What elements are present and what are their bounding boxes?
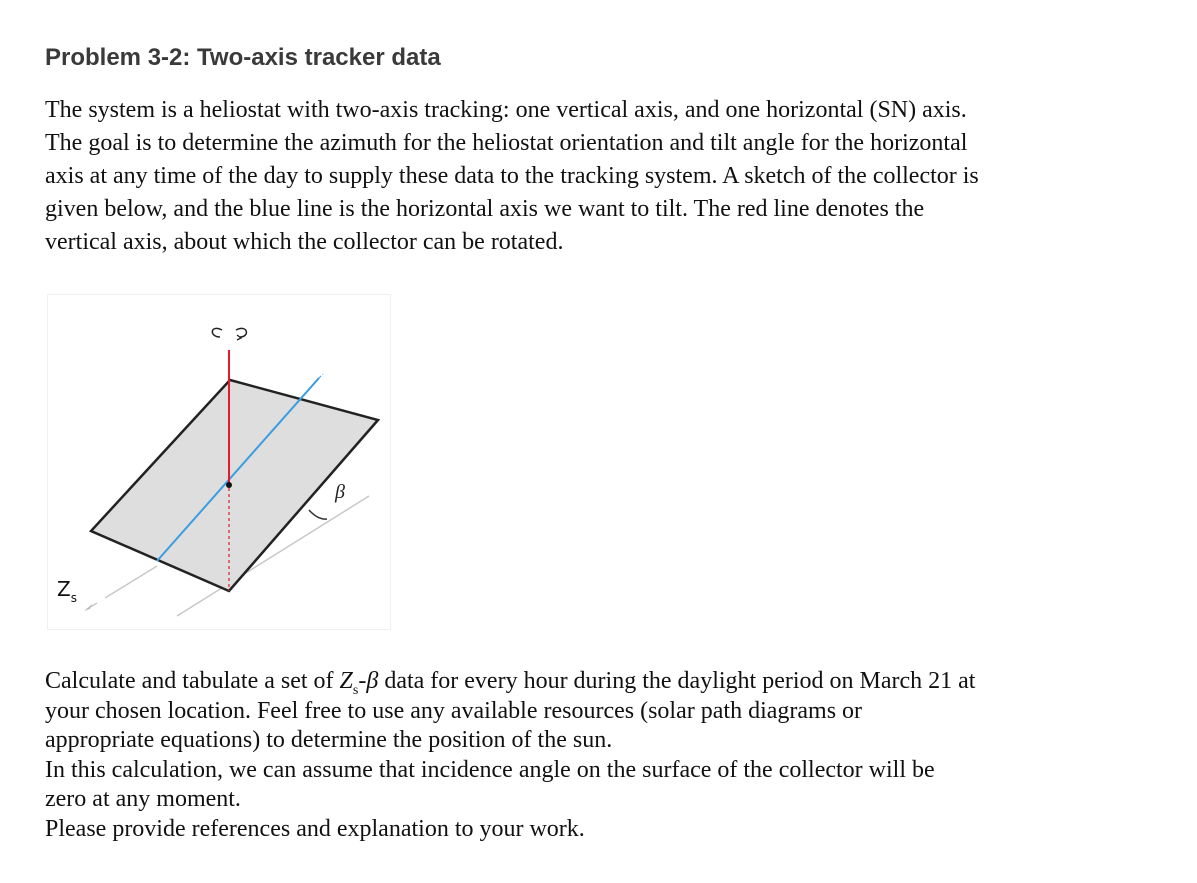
axis-pivot-dot — [226, 482, 232, 488]
task-line: your chosen location. Feel free to use any available resources (solar path diagrams or — [45, 697, 863, 724]
intro-line: The goal is to determine the azimuth for the heliostat orientation and tilt angle for the horizontal — [45, 130, 968, 156]
intro-line: axis at any time of the day to supply these data to the tracking system. A sketch of the collector is — [45, 163, 979, 189]
task-line: Please provide references and explanation to your work. — [45, 815, 585, 842]
task-line: In this calculation, we can assume that incidence angle on the surface of the collector will be — [45, 756, 935, 783]
task-line — [45, 667, 975, 697]
zs-label-subscript: s — [70, 591, 77, 605]
problem-heading: Problem 3-2: Two-axis tracker data — [45, 44, 441, 71]
task-paragraph — [45, 667, 975, 844]
intro-line: vertical axis, about which the collector can be rotated. — [45, 229, 564, 255]
zs-symbol-subscript: s — [352, 682, 359, 698]
intro-line: given below, and the blue line is the horizontal axis we want to tilt. The red line denotes the — [45, 196, 925, 222]
task-line: appropriate equations) to determine the position of the sun. — [45, 727, 613, 753]
zs-label-letter: Z — [57, 577, 71, 601]
intro-line: The system is a heliostat with two-axis tracking: one vertical axis, and one horizontal (SN) axis. — [45, 97, 967, 123]
beta-label: β — [335, 481, 345, 503]
beta-symbol: β — [366, 668, 379, 694]
task-line1-prefix: Calculate and tabulate a set of — [45, 668, 340, 694]
task-line: zero at any moment. — [45, 786, 241, 812]
dash: - — [358, 668, 367, 694]
zs-symbol: Z — [339, 668, 353, 694]
heliostat-sketch — [47, 294, 391, 630]
task-line1-suffix: data for every hour during the daylight period on March 21 at — [378, 668, 976, 694]
intro-paragraph — [45, 94, 979, 259]
